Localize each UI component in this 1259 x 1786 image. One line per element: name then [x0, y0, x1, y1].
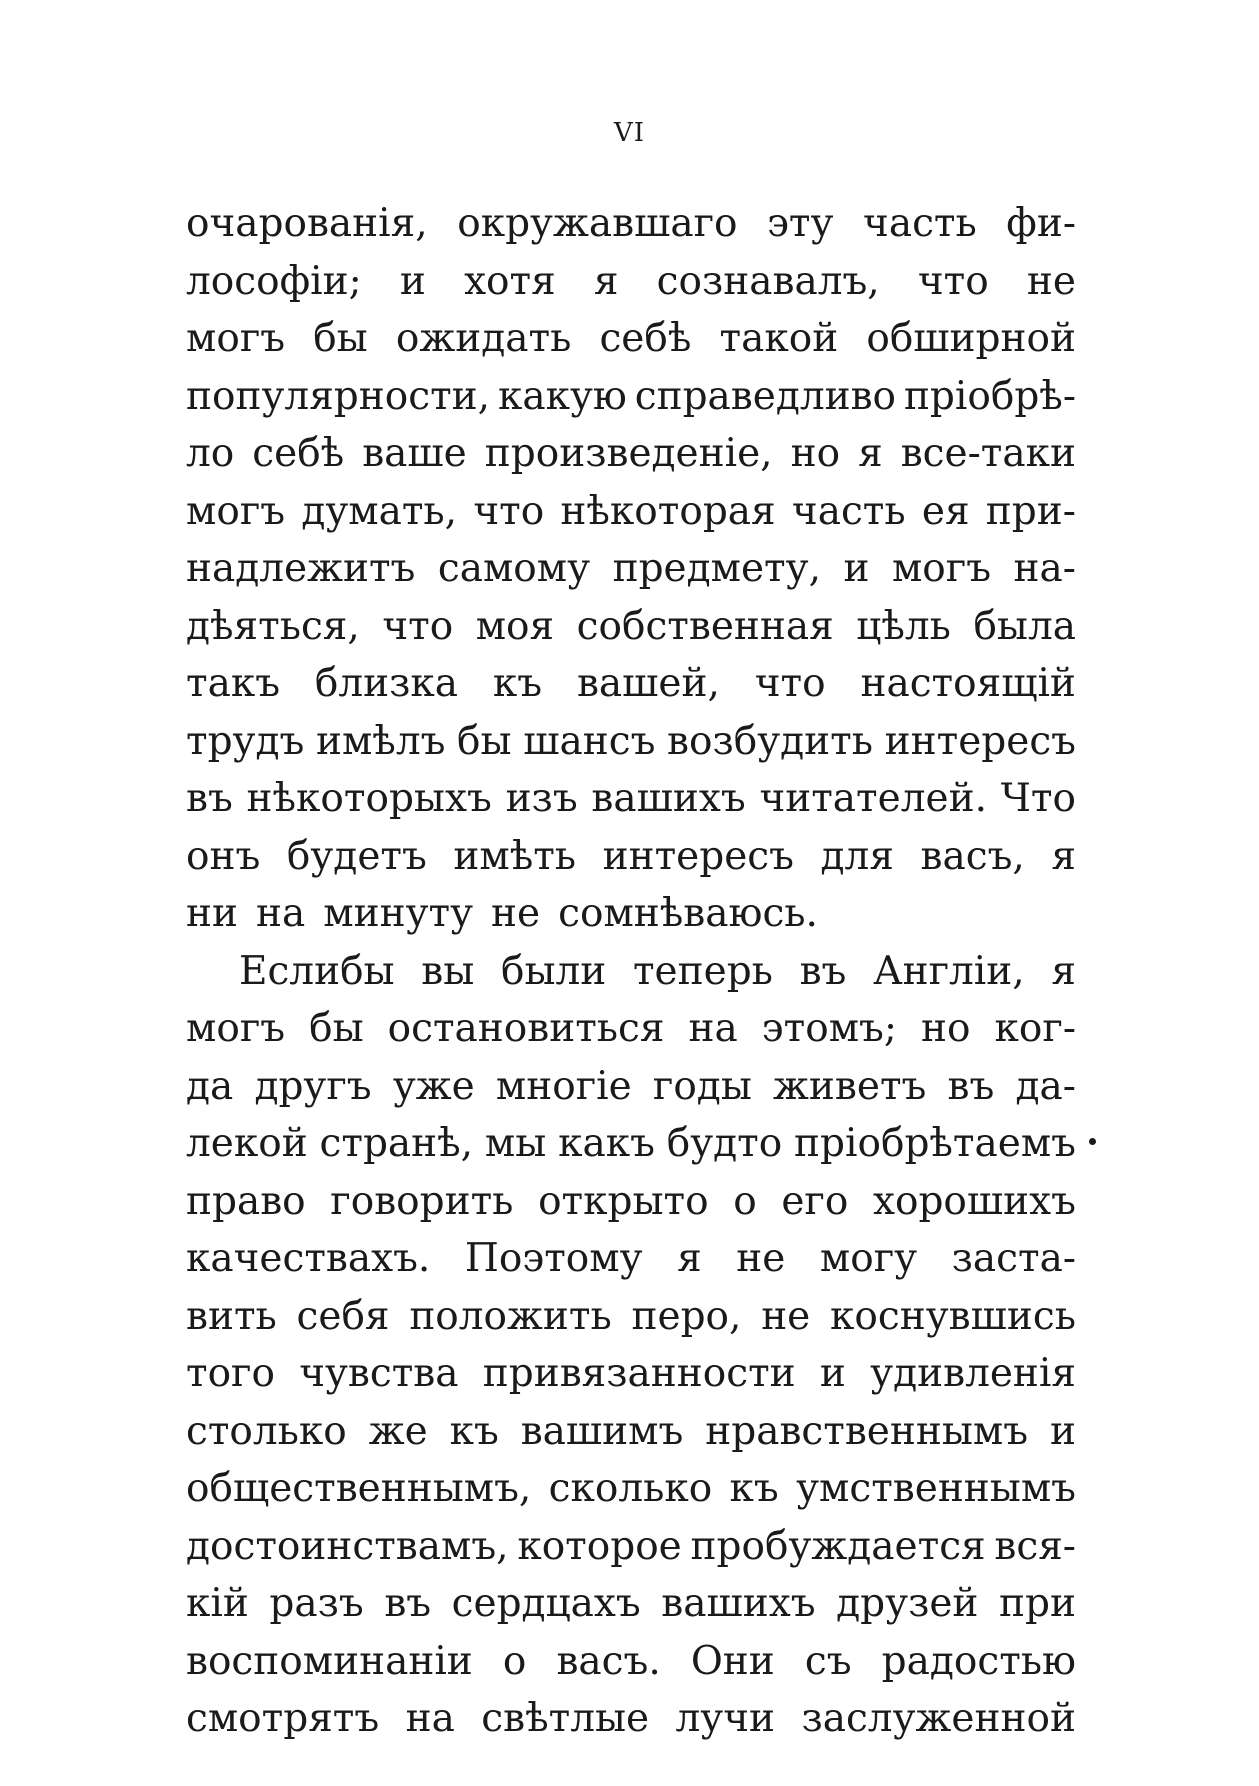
text-line: лософіи; и хотя я сознавалъ, что не	[186, 258, 1076, 304]
text-line: такъ близка къ вашей, что настоящій	[186, 661, 1076, 706]
text-line: кій разъ въ сердцахъ вашихъ друзей при	[186, 1581, 1076, 1626]
page-number: VI	[613, 118, 646, 148]
text-line: Еслибы вы были теперь въ Англіи, я	[239, 948, 1076, 994]
text-line: столько же къ вашимъ нравственнымъ и	[186, 1408, 1076, 1454]
text-line: лекой странѣ, мы какъ будто пріобрѣтаемъ	[186, 1121, 1076, 1166]
text-line: трудъ имѣлъ бы шансъ возбудить интересъ	[186, 718, 1076, 764]
paragraph-2	[186, 943, 1076, 1748]
text-line: вить себя положить перо, не коснувшись	[186, 1293, 1076, 1339]
paragraph-1	[186, 195, 1076, 943]
text-line: ни на минуту не сомнѣваюсь.	[186, 891, 818, 936]
text-line: воспоминаніи о васъ. Они съ радостью	[186, 1638, 1076, 1684]
text-line: право говорить открыто о его хорошихъ	[186, 1178, 1076, 1224]
text-line: того чувства привязанности и удивленія	[186, 1351, 1076, 1396]
text-line: ло себѣ ваше произведеніе, но я все-таки	[186, 431, 1076, 476]
text-line: дѣяться, что моя собственная цѣль была	[186, 603, 1076, 649]
text-line: качествахъ. Поэтому я не могу заста-	[186, 1236, 1076, 1281]
print-speck	[1089, 1138, 1096, 1145]
text-line: могъ бы остановиться на этомъ; но ког-	[186, 1006, 1076, 1051]
text-line: могъ думать, что нѣкоторая часть ея при-	[186, 488, 1076, 534]
text-line: общественнымъ, сколько къ умственнымъ	[186, 1466, 1076, 1511]
text-line: надлежитъ самому предмету, и могъ на-	[186, 546, 1076, 591]
text-line: да другъ уже многіе годы живетъ въ да-	[186, 1063, 1076, 1109]
text-body	[186, 195, 1076, 1748]
text-line: очарованія, окружавшаго эту часть фи-	[186, 201, 1076, 246]
text-line: достоинствамъ, которое пробуждается вся-	[186, 1523, 1076, 1569]
text-line: популярности, какую справедливо пріобрѣ-	[186, 373, 1076, 419]
text-line: онъ будетъ имѣть интересъ для васъ, я	[186, 833, 1076, 879]
text-line: смотрятъ на свѣтлые лучи заслуженной	[186, 1696, 1076, 1741]
text-line: могъ бы ожидать себѣ такой обширной	[186, 316, 1076, 361]
text-line: въ нѣкоторыхъ изъ вашихъ читателей. Что	[186, 776, 1076, 821]
